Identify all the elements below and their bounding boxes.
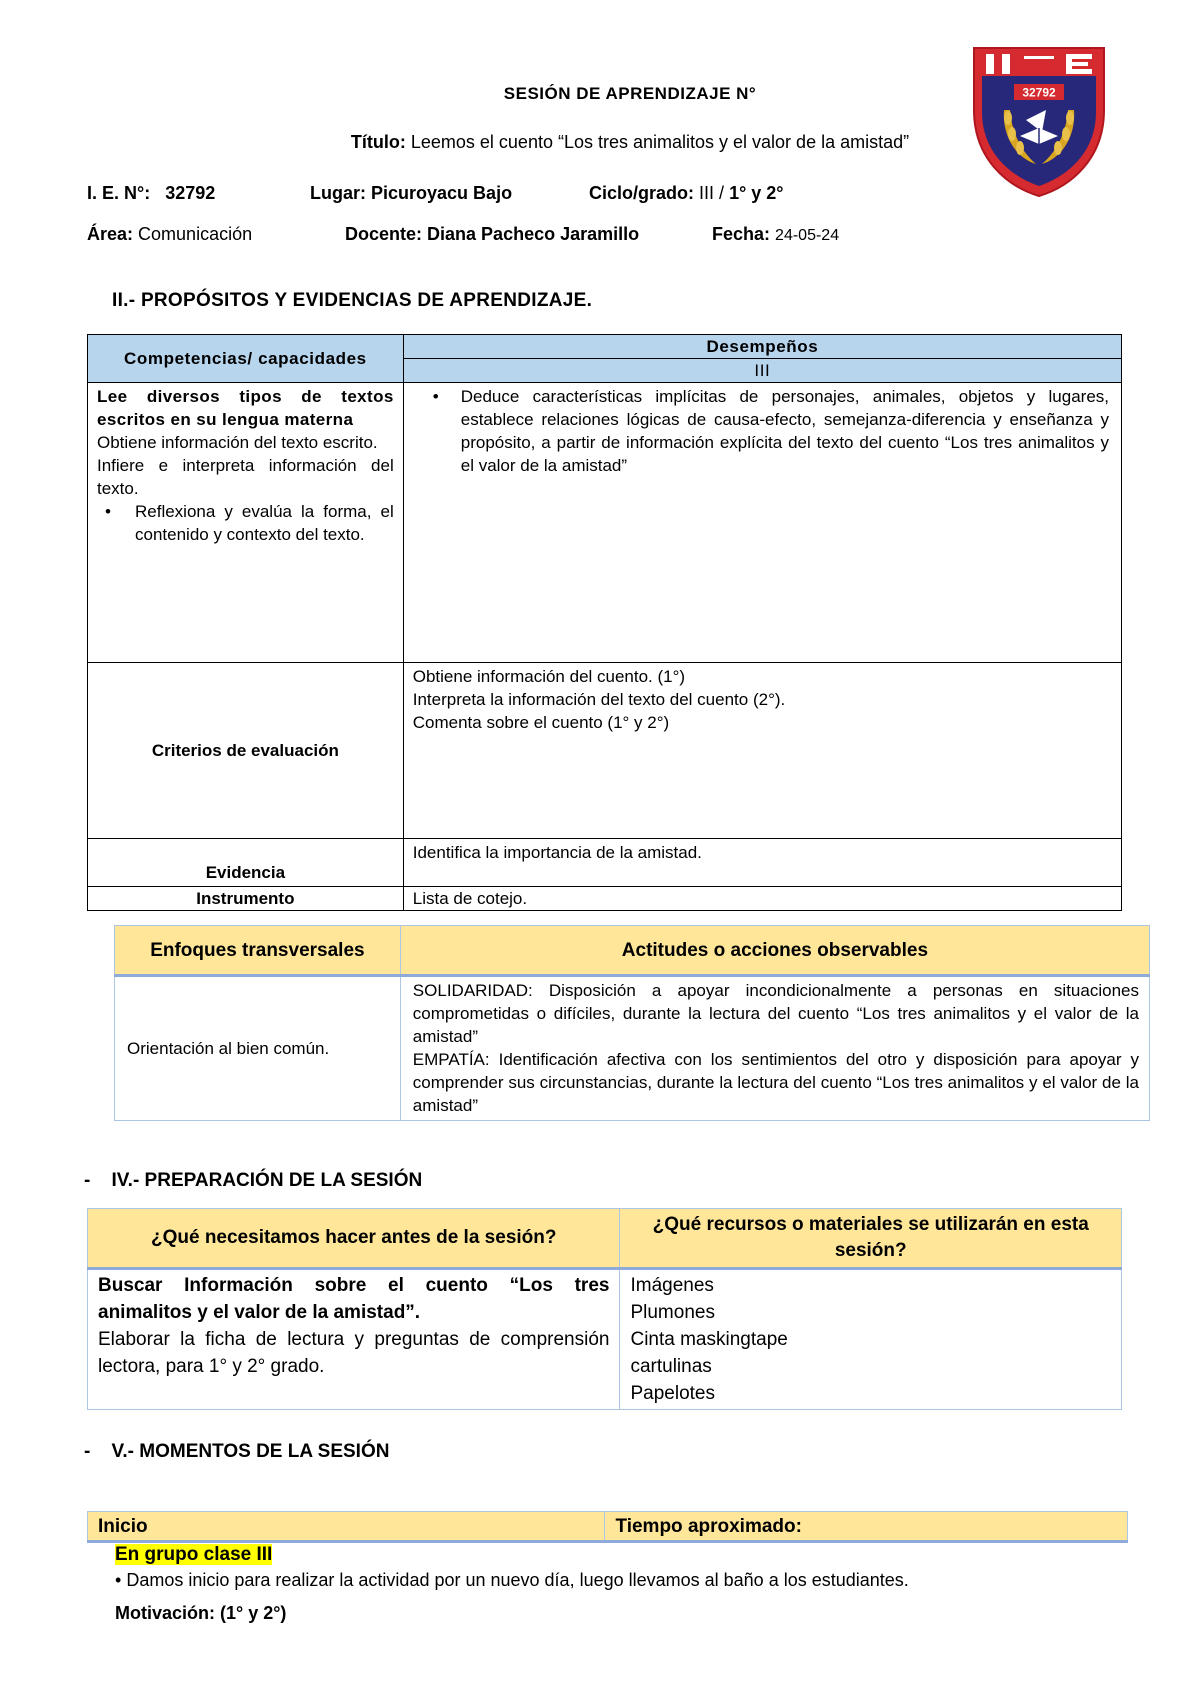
materials-cell	[620, 1269, 1122, 1410]
enfoques-table	[114, 925, 1150, 1121]
ie-label: I. E. N°:	[87, 183, 151, 203]
actitud-solidaridad: SOLIDARIDAD: Disposición a apoyar incondicionalmente a personas en situaciones comprometidas o difíciles, durante la lectura del cuento “Los tres animalitos y el valor de la amistad”	[412, 981, 1139, 1046]
actitudes-cell	[400, 976, 1149, 1121]
motivacion: Motivación: (1° y 2°)	[115, 1603, 287, 1623]
purposes-table	[87, 334, 1122, 911]
inicio-bullet	[115, 1570, 909, 1591]
capacidad-3: • Reflexiona y evalúa la forma, el contenido y contexto del texto.	[97, 500, 394, 546]
header-ciclo: III	[403, 359, 1121, 383]
header-enfoques: Enfoques transversales	[115, 926, 401, 976]
evidencia-value: Identifica la importancia de la amistad.	[403, 839, 1121, 887]
lugar-label: Lugar:	[310, 183, 366, 203]
section4-dash: -	[84, 1170, 91, 1191]
header-competencias: Competencias/ capacidades	[88, 335, 404, 383]
lugar-value: Picuroyacu Bajo	[371, 183, 513, 203]
logo-number: 32792	[1022, 85, 1056, 100]
header-before-session: ¿Qué necesitamos hacer antes de la sesión?	[88, 1209, 620, 1269]
area-label: Área:	[87, 224, 134, 244]
desempeno-item: • Deduce características implícitas de personajes, animales, objetos y lugares, establece relaciones lógicas de causa-efecto, semejanza-diferencia y enseñanza y propósito, a partir de información explícita del texto del cuento “Los tres animalitos y el valor de la amistad”	[425, 385, 1109, 477]
capacidad-2: Infiere e interpreta información del texto.	[97, 456, 394, 498]
grupo-clase-label: En grupo clase III	[115, 1544, 273, 1565]
section5-title: V.- MOMENTOS DE LA SESIÓN	[111, 1441, 390, 1462]
criterio-2: Interpreta la información del texto del cuento (2°).	[412, 690, 786, 709]
material-item: cartulinas	[630, 1356, 712, 1377]
capacidad-1: Obtiene información del texto escrito.	[97, 433, 378, 452]
section4-heading	[84, 1170, 422, 1192]
titulo-label: Título:	[350, 132, 406, 152]
criterios-label: Criterios de evaluación	[88, 663, 404, 839]
ciclo-field	[589, 183, 784, 204]
docente-field	[345, 224, 639, 245]
ie-value: 32792	[165, 183, 216, 203]
ciclo-label: Ciclo/grado:	[589, 183, 695, 203]
fecha-field	[712, 224, 839, 245]
competencias-cell	[88, 383, 404, 663]
material-item: Papelotes	[630, 1383, 715, 1404]
criterios-cell	[403, 663, 1121, 839]
docente-label: Docente:	[345, 224, 423, 244]
grado-value: 1° y 2°	[729, 183, 784, 203]
material-item: Plumones	[630, 1302, 715, 1323]
grupo-clase	[115, 1544, 272, 1566]
material-item: Cinta maskingtape	[630, 1329, 788, 1350]
instrumento-value: Lista de cotejo.	[403, 887, 1121, 911]
section5-dash: -	[84, 1441, 91, 1462]
instrumento-label: Instrumento	[88, 887, 404, 911]
section4-title: IV.- PREPARACIÓN DE LA SESIÓN	[111, 1170, 423, 1191]
area-field	[87, 224, 252, 245]
inicio-bullet-text: Damos inicio para realizar la actividad por un nuevo día, luego llevamos al baño a los estudiantes.	[126, 1570, 909, 1590]
inicio-label: Inicio	[88, 1512, 605, 1542]
desempenos-cell	[403, 383, 1121, 663]
material-item: Imágenes	[630, 1275, 714, 1296]
titulo-value: Leemos el cuento “Los tres animalitos y el valor de la amistad”	[410, 132, 910, 152]
actitud-empatia: EMPATÍA: Identificación afectiva con los sentimientos del otro y disposición para apoyar y comprender sus circunstancias, durante la lectura del cuento “Los tres animalitos y el valor de la amistad”	[412, 1050, 1139, 1115]
fecha-value: 24-05-24	[775, 227, 840, 244]
school-crest-logo	[968, 40, 1110, 200]
section5-heading	[84, 1441, 389, 1463]
lugar-field	[310, 183, 512, 204]
ie-field	[87, 183, 215, 204]
criterio-1: Obtiene información del cuento. (1°)	[412, 667, 686, 686]
preparation-table	[87, 1208, 1122, 1410]
task-prepare: Elaborar la ficha de lectura y preguntas de comprensión lectora, para 1° y 2° grado.	[98, 1329, 610, 1377]
enfoque-cell: Orientación al bien común.	[115, 976, 401, 1121]
session-title: SESIÓN DE APRENDIZAJE N°	[503, 84, 757, 103]
area-value: Comunicación	[138, 224, 253, 244]
section2-heading: II.- PROPÓSITOS Y EVIDENCIAS DE APRENDIZAJE.	[112, 290, 593, 311]
task-search: Buscar Información sobre el cuento “Los tres animalitos y el valor de la amistad”.	[98, 1275, 610, 1323]
docente-value: Diana Pacheco Jaramillo	[427, 224, 640, 244]
evidencia-label: Evidencia	[88, 839, 404, 887]
tasks-cell	[88, 1269, 620, 1410]
moments-table	[87, 1511, 1128, 1543]
header-materials: ¿Qué recursos o materiales se utilizarán en esta sesión?	[620, 1209, 1122, 1269]
criterio-3: Comenta sobre el cuento (1° y 2°)	[412, 713, 670, 732]
ciclo-value: III /	[699, 183, 725, 203]
tiempo-label: Tiempo aproximado:	[605, 1512, 1128, 1542]
competencia-name: Lee diversos tipos de textos escritos en su lengua materna	[97, 387, 394, 429]
bullet-dot: •	[115, 1570, 122, 1590]
fecha-label: Fecha:	[712, 224, 771, 244]
header-desempenos: Desempeños	[403, 335, 1121, 359]
header-actitudes: Actitudes o acciones observables	[400, 926, 1149, 976]
